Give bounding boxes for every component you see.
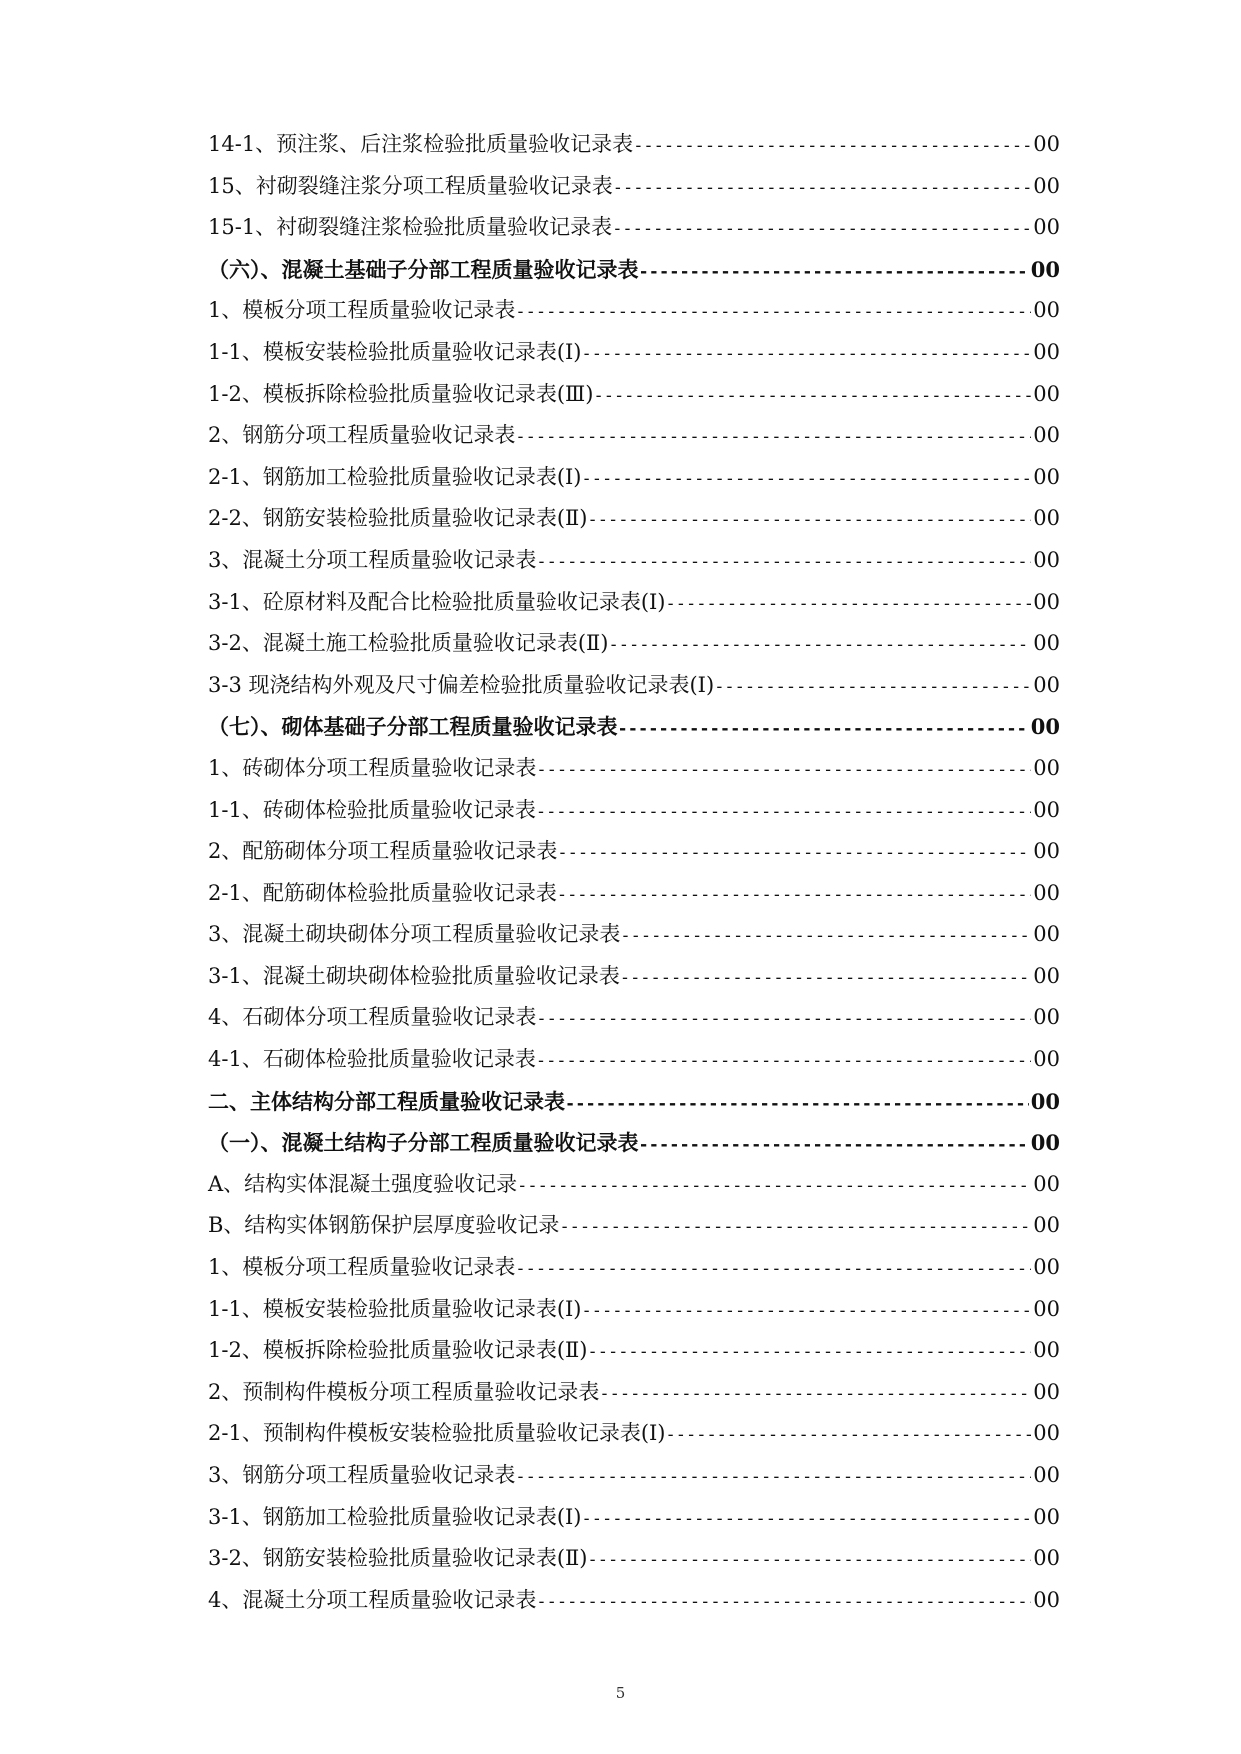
toc-dot-leader [714, 667, 1031, 709]
toc-entry[interactable] [208, 1538, 1060, 1580]
toc-entry-title: 2、配筋砌体分项工程质量验收记录表 [208, 839, 558, 864]
toc-dot-leader [587, 500, 1031, 542]
toc-entry-page: 00 [1030, 256, 1060, 282]
toc-dot-leader [639, 1125, 1029, 1167]
toc-dot-leader [599, 1374, 1031, 1416]
toc-dot-leader [517, 1166, 1031, 1208]
toc-entry-title: 3、钢筋分项工程质量验收记录表 [208, 1463, 516, 1487]
toc-dot-leader [613, 168, 1032, 210]
toc-entry-page: 00 [1033, 423, 1060, 448]
toc-entry[interactable] [208, 997, 1060, 1039]
toc-entry[interactable] [208, 1330, 1060, 1372]
toc-dot-leader [536, 999, 1031, 1041]
toc-section-heading[interactable] [208, 1122, 1060, 1164]
toc-entry-title: （七）、砌体基础子分部工程质量验收记录表 [208, 714, 618, 740]
toc-entry-page: 00 [1033, 1587, 1060, 1612]
toc-entry-page: 00 [1033, 215, 1060, 240]
toc-entry-page: 00 [1033, 381, 1060, 406]
toc-entry-title: 14-1、预注浆、后注浆检验批质量验收记录表 [208, 132, 634, 156]
toc-entry-title: 3-1、混凝土砌块砌体检验批质量验收记录表 [208, 963, 620, 988]
toc-dot-leader [536, 750, 1031, 792]
toc-entry[interactable] [208, 1372, 1060, 1414]
toc-entry-page: 00 [1030, 1130, 1060, 1156]
toc-dot-leader [593, 376, 1031, 418]
toc-entry[interactable] [208, 540, 1060, 582]
toc-entry[interactable] [208, 1413, 1060, 1455]
toc-entry-title: 2、预制构件模板分项工程质量验收记录表 [208, 1379, 600, 1404]
toc-entry-page: 00 [1033, 963, 1060, 988]
toc-dot-leader [582, 1291, 1032, 1333]
toc-entry-page: 00 [1033, 922, 1060, 947]
toc-entry-page: 00 [1033, 1296, 1060, 1321]
toc-entry[interactable] [208, 1580, 1060, 1622]
toc-entry-title: A、结构实体混凝土强度验收记录 [208, 1171, 518, 1196]
toc-entry[interactable] [208, 914, 1060, 956]
toc-entry-page: 00 [1033, 547, 1060, 572]
table-of-contents [208, 124, 1060, 1621]
toc-entry-page: 00 [1033, 880, 1060, 905]
toc-dot-leader [557, 875, 1031, 917]
toc-dot-leader [666, 584, 1032, 626]
toc-entry-page: 00 [1033, 755, 1060, 780]
toc-dot-leader [587, 1332, 1031, 1374]
toc-entry-page: 00 [1033, 1338, 1060, 1363]
toc-entry-title: （一）、混凝土结构子分部工程质量验收记录表 [208, 1130, 639, 1156]
toc-entry[interactable] [208, 124, 1060, 166]
toc-entry-page: 00 [1033, 173, 1060, 198]
toc-entry[interactable] [208, 748, 1060, 790]
toc-entry[interactable] [208, 956, 1060, 998]
toc-dot-leader [582, 459, 1032, 501]
toc-entry-page: 00 [1033, 298, 1060, 323]
toc-entry-page: 00 [1033, 839, 1060, 864]
toc-entry-title: 2-1、预制构件模板安装检验批质量验收记录表(Ⅰ) [208, 1421, 666, 1446]
toc-dot-leader [620, 916, 1031, 958]
toc-entry-page: 00 [1033, 506, 1060, 531]
toc-entry-title: B、结构实体钢筋保护层厚度验收记录 [208, 1213, 560, 1238]
toc-entry-page: 00 [1033, 1171, 1060, 1196]
toc-entry-page: 00 [1030, 1088, 1060, 1114]
toc-entry[interactable] [208, 1039, 1060, 1081]
toc-dot-leader [612, 209, 1031, 251]
toc-entry[interactable] [208, 1164, 1060, 1206]
toc-entry-page: 00 [1033, 589, 1060, 614]
toc-entry-page: 00 [1033, 797, 1060, 822]
toc-dot-leader [557, 833, 1031, 875]
toc-entry[interactable] [208, 457, 1060, 499]
toc-entry[interactable] [208, 1205, 1060, 1247]
toc-dot-leader [633, 126, 1031, 168]
toc-entry[interactable] [208, 1289, 1060, 1331]
toc-entry-page: 00 [1033, 132, 1060, 156]
toc-entry-title: 2-1、钢筋加工检验批质量验收记录表(Ⅰ) [208, 464, 582, 489]
toc-dot-leader [515, 292, 1031, 334]
toc-dot-leader [536, 1582, 1031, 1624]
toc-entry-title: 二、主体结构分部工程质量验收记录表 [208, 1088, 565, 1114]
toc-entry-title: （六）、混凝土基础子分部工程质量验收记录表 [208, 256, 639, 282]
toc-entry[interactable] [208, 290, 1060, 332]
toc-entry-title: 3、混凝土砌块砌体分项工程质量验收记录表 [208, 922, 621, 947]
toc-dot-leader [582, 334, 1032, 376]
toc-entry-page: 00 [1033, 1255, 1060, 1280]
toc-dot-leader [608, 625, 1031, 667]
toc-entry-title: 3、混凝土分项工程质量验收记录表 [208, 547, 537, 572]
toc-entry[interactable] [208, 582, 1060, 624]
toc-entry-page: 00 [1033, 1047, 1060, 1072]
toc-entry-page: 00 [1033, 1213, 1060, 1238]
toc-entry-page: 00 [1033, 631, 1060, 656]
toc-dot-leader [618, 709, 1029, 751]
toc-dot-leader [587, 1540, 1031, 1582]
toc-entry[interactable] [208, 207, 1060, 249]
toc-entry-page: 00 [1033, 1463, 1060, 1487]
toc-entry-page: 00 [1033, 1379, 1060, 1404]
toc-entry-title: 15、衬砌裂缝注浆分项工程质量验收记录表 [208, 173, 613, 198]
toc-entry-title: 2、钢筋分项工程质量验收记录表 [208, 423, 516, 448]
toc-entry[interactable] [208, 623, 1060, 665]
toc-entry[interactable] [208, 790, 1060, 832]
toc-entry-title: 1-1、模板安装检验批质量验收记录表(Ⅰ) [208, 339, 582, 364]
toc-entry-page: 00 [1033, 339, 1060, 364]
toc-dot-leader [536, 792, 1031, 834]
toc-entry-title: 1-2、模板拆除检验批质量验收记录表(Ⅲ) [208, 381, 594, 406]
toc-dot-leader [620, 958, 1031, 1000]
toc-entry[interactable] [208, 665, 1060, 707]
page-number: 5 [615, 1684, 626, 1702]
toc-entry[interactable] [208, 498, 1060, 540]
toc-entry-title: 2-1、配筋砌体检验批质量验收记录表 [208, 880, 557, 905]
toc-entry-title: 2-2、钢筋安装检验批质量验收记录表(Ⅱ) [208, 506, 588, 531]
toc-section-heading[interactable] [208, 249, 1060, 291]
toc-dot-leader [536, 542, 1031, 584]
toc-dot-leader [515, 1249, 1031, 1291]
toc-entry-page: 00 [1033, 1504, 1060, 1529]
toc-dot-leader [565, 1084, 1029, 1126]
toc-dot-leader [666, 1415, 1032, 1457]
toc-dot-leader [515, 417, 1031, 459]
toc-entry[interactable] [208, 374, 1060, 416]
toc-entry-title: 4、石砌体分项工程质量验收记录表 [208, 1005, 537, 1030]
toc-entry-page: 00 [1033, 1421, 1060, 1446]
toc-dot-leader [639, 252, 1029, 294]
toc-entry-title: 1、砖砌体分项工程质量验收记录表 [208, 755, 537, 780]
toc-entry[interactable] [208, 166, 1060, 208]
toc-entry-title: 1-1、砖砌体检验批质量验收记录表 [208, 797, 536, 822]
toc-dot-leader [582, 1499, 1032, 1541]
toc-entry-page: 00 [1033, 672, 1060, 697]
toc-entry[interactable] [208, 332, 1060, 374]
toc-entry-title: 3-1、砼原材料及配合比检验批质量验收记录表(Ⅰ) [208, 589, 666, 614]
toc-entry[interactable] [208, 1455, 1060, 1497]
toc-entry-title: 4、混凝土分项工程质量验收记录表 [208, 1587, 537, 1612]
toc-dot-leader [559, 1207, 1031, 1249]
toc-entry-title: 3-1、钢筋加工检验批质量验收记录表(Ⅰ) [208, 1504, 582, 1529]
toc-section-heading[interactable] [208, 1081, 1060, 1123]
toc-entry[interactable] [208, 1497, 1060, 1539]
toc-entry-title: 15-1、衬砌裂缝注浆检验批质量验收记录表 [208, 215, 613, 240]
toc-entry-title: 3-3 现浇结构外观及尺寸偏差检验批质量验收记录表(Ⅰ) [208, 672, 715, 697]
toc-entry-title: 1-1、模板安装检验批质量验收记录表(Ⅰ) [208, 1296, 582, 1321]
toc-section-heading[interactable] [208, 706, 1060, 748]
toc-entry-page: 00 [1033, 464, 1060, 489]
toc-entry-page: 00 [1030, 714, 1060, 740]
toc-entry[interactable] [208, 415, 1060, 457]
toc-entry-page: 00 [1033, 1546, 1060, 1571]
toc-entry-title: 4-1、石砌体检验批质量验收记录表 [208, 1047, 536, 1072]
toc-entry-title: 1、模板分项工程质量验收记录表 [208, 1255, 516, 1280]
toc-entry[interactable] [208, 873, 1060, 915]
toc-dot-leader [536, 1041, 1031, 1083]
toc-dot-leader [515, 1457, 1031, 1499]
toc-entry-page: 00 [1033, 1005, 1060, 1030]
toc-entry-title: 3-2、混凝土施工检验批质量验收记录表(Ⅱ) [208, 631, 609, 656]
toc-entry-title: 1-2、模板拆除检验批质量验收记录表(Ⅱ) [208, 1338, 588, 1363]
toc-entry-title: 3-2、钢筋安装检验批质量验收记录表(Ⅱ) [208, 1546, 588, 1571]
toc-entry[interactable] [208, 831, 1060, 873]
toc-entry[interactable] [208, 1247, 1060, 1289]
toc-entry-title: 1、模板分项工程质量验收记录表 [208, 298, 516, 323]
